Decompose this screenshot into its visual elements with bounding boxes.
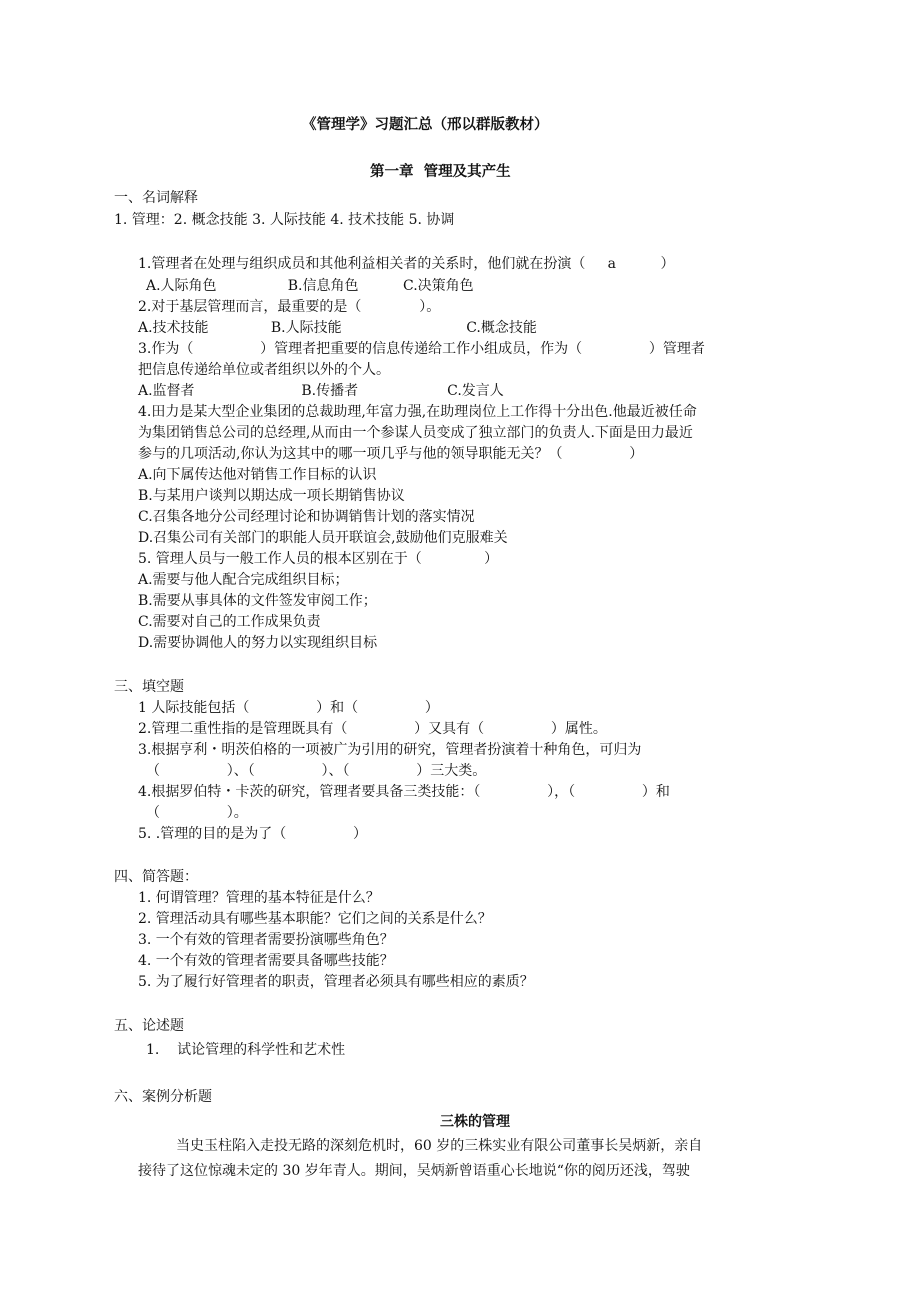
document-title: 《管理学》习题汇总（邢以群版教材） (302, 116, 549, 133)
short-s5: 5. 为了履行好管理者的职责，管理者必须具有哪些相应的素质？ (138, 974, 534, 990)
short-s3: 3. 一个有效的管理者需要扮演哪些角色？ (138, 932, 394, 948)
terms-line: 1. 管理：2. 概念技能 3. 人际技能 4. 技术技能 5. 协调 (114, 212, 455, 228)
fill-f2: 2.管理二重性指的是管理既具有（ ）又具有（ ）属性。 (138, 721, 607, 737)
choice-q4-d: D.召集公司有关部门的职能人员开联谊会,鼓励他们克服难关 (138, 530, 508, 546)
essay-e1: 1. 试论管理的科学性和艺术性 (146, 1042, 346, 1058)
fill-f3-line2: （ ）、（ ）、（ ）三大类。 (146, 763, 487, 779)
terms-heading: 一、名词解释 (114, 190, 198, 206)
case-paragraph-line2: 接待了这位惊魂未定的 30 岁年青人。期间，吴炳新曾语重心长地说“你的阅历还浅，驾驶 (138, 1163, 690, 1179)
choice-q4-line1: 4.田力是某大型企业集团的总裁助理,年富力强,在助理岗位上工作得十分出色.他最近被任命 (138, 404, 697, 420)
choice-q4-line3: 参与的几项活动,你认为这其中的哪一项几乎与他的领导职能无关？（ ） (138, 446, 644, 462)
choice-q3-options: A.监督者 B.传播者 C.发言人 (138, 383, 504, 399)
choice-q4-line2: 为集团销售总公司的总经理,从而由一个参谋人员变成了独立部门的负责人.下面是田力最近 (138, 425, 693, 441)
fill-f1: 1 人际技能包括（ ）和（ ） (138, 700, 439, 716)
short-s4: 4. 一个有效的管理者需要具备哪些技能？ (138, 953, 394, 969)
choice-q4-a: A.向下属传达他对销售工作目标的认识 (138, 467, 377, 483)
choice-q4-b: B.与某用户谈判以期达成一项长期销售协议 (138, 488, 405, 504)
choice-q5: 5. 管理人员与一般工作人员的根本区别在于（ ） (138, 551, 499, 567)
choice-q2-options: A.技术技能 B.人际技能 C.概念技能 (138, 320, 537, 336)
case-heading: 六、案例分析题 (114, 1089, 212, 1105)
short-s2: 2. 管理活动具有哪些基本职能？它们之间的关系是什么？ (138, 911, 492, 927)
chapter-heading: 第一章 管理及其产生 (370, 163, 511, 180)
choice-q5-c: C.需要对自己的工作成果负责 (138, 614, 321, 630)
short-heading: 四、简答题： (114, 869, 198, 885)
essay-heading: 五、论述题 (114, 1018, 184, 1034)
choice-q1-options: A.人际角色 B.信息角色 C.决策角色 (146, 278, 474, 294)
fill-f4-line1: 4.根据罗伯特・卡茨的研究，管理者要具备三类技能：（ ），（ ）和 (138, 784, 670, 800)
choice-q5-a: A.需要与他人配合完成组织目标； (138, 572, 349, 588)
choice-q1: 1.管理者在处理与组织成员和其他利益相关者的关系时，他们就在扮演（ a ） (138, 256, 675, 272)
choice-q3-line2: 把信息传递给单位或者组织以外的个人。 (138, 362, 390, 378)
short-s1: 1. 何谓管理？管理的基本特征是什么？ (138, 890, 380, 906)
case-title: 三株的管理 (440, 1114, 510, 1130)
choice-q5-b: B.需要从事具体的文件签发审阅工作； (138, 593, 377, 609)
choice-q2: 2.对于基层管理而言，最重要的是（ ）。 (138, 299, 441, 315)
choice-q5-d: D.需要协调他人的努力以实现组织目标 (138, 635, 378, 651)
fill-f3-line1: 3.根据亨利・明茨伯格的一项被广为引用的研究，管理者扮演着十种角色，可归为 (138, 742, 642, 758)
case-paragraph-line1: 当史玉柱陷入走投无路的深刻危机时，60 岁的三株实业有限公司董事长吴炳新，亲自 (176, 1138, 703, 1154)
fill-heading: 三、填空题 (114, 679, 184, 695)
choice-q3-line1: 3.作为（ ）管理者把重要的信息传递给工作小组成员，作为（ ）管理者 (138, 341, 705, 357)
fill-f4-line2: （ ）。 (146, 805, 248, 821)
fill-f5: 5. .管理的目的是为了（ ） (138, 826, 368, 842)
choice-q4-c: C.召集各地分公司经理讨论和协调销售计划的落实情况 (138, 509, 475, 525)
